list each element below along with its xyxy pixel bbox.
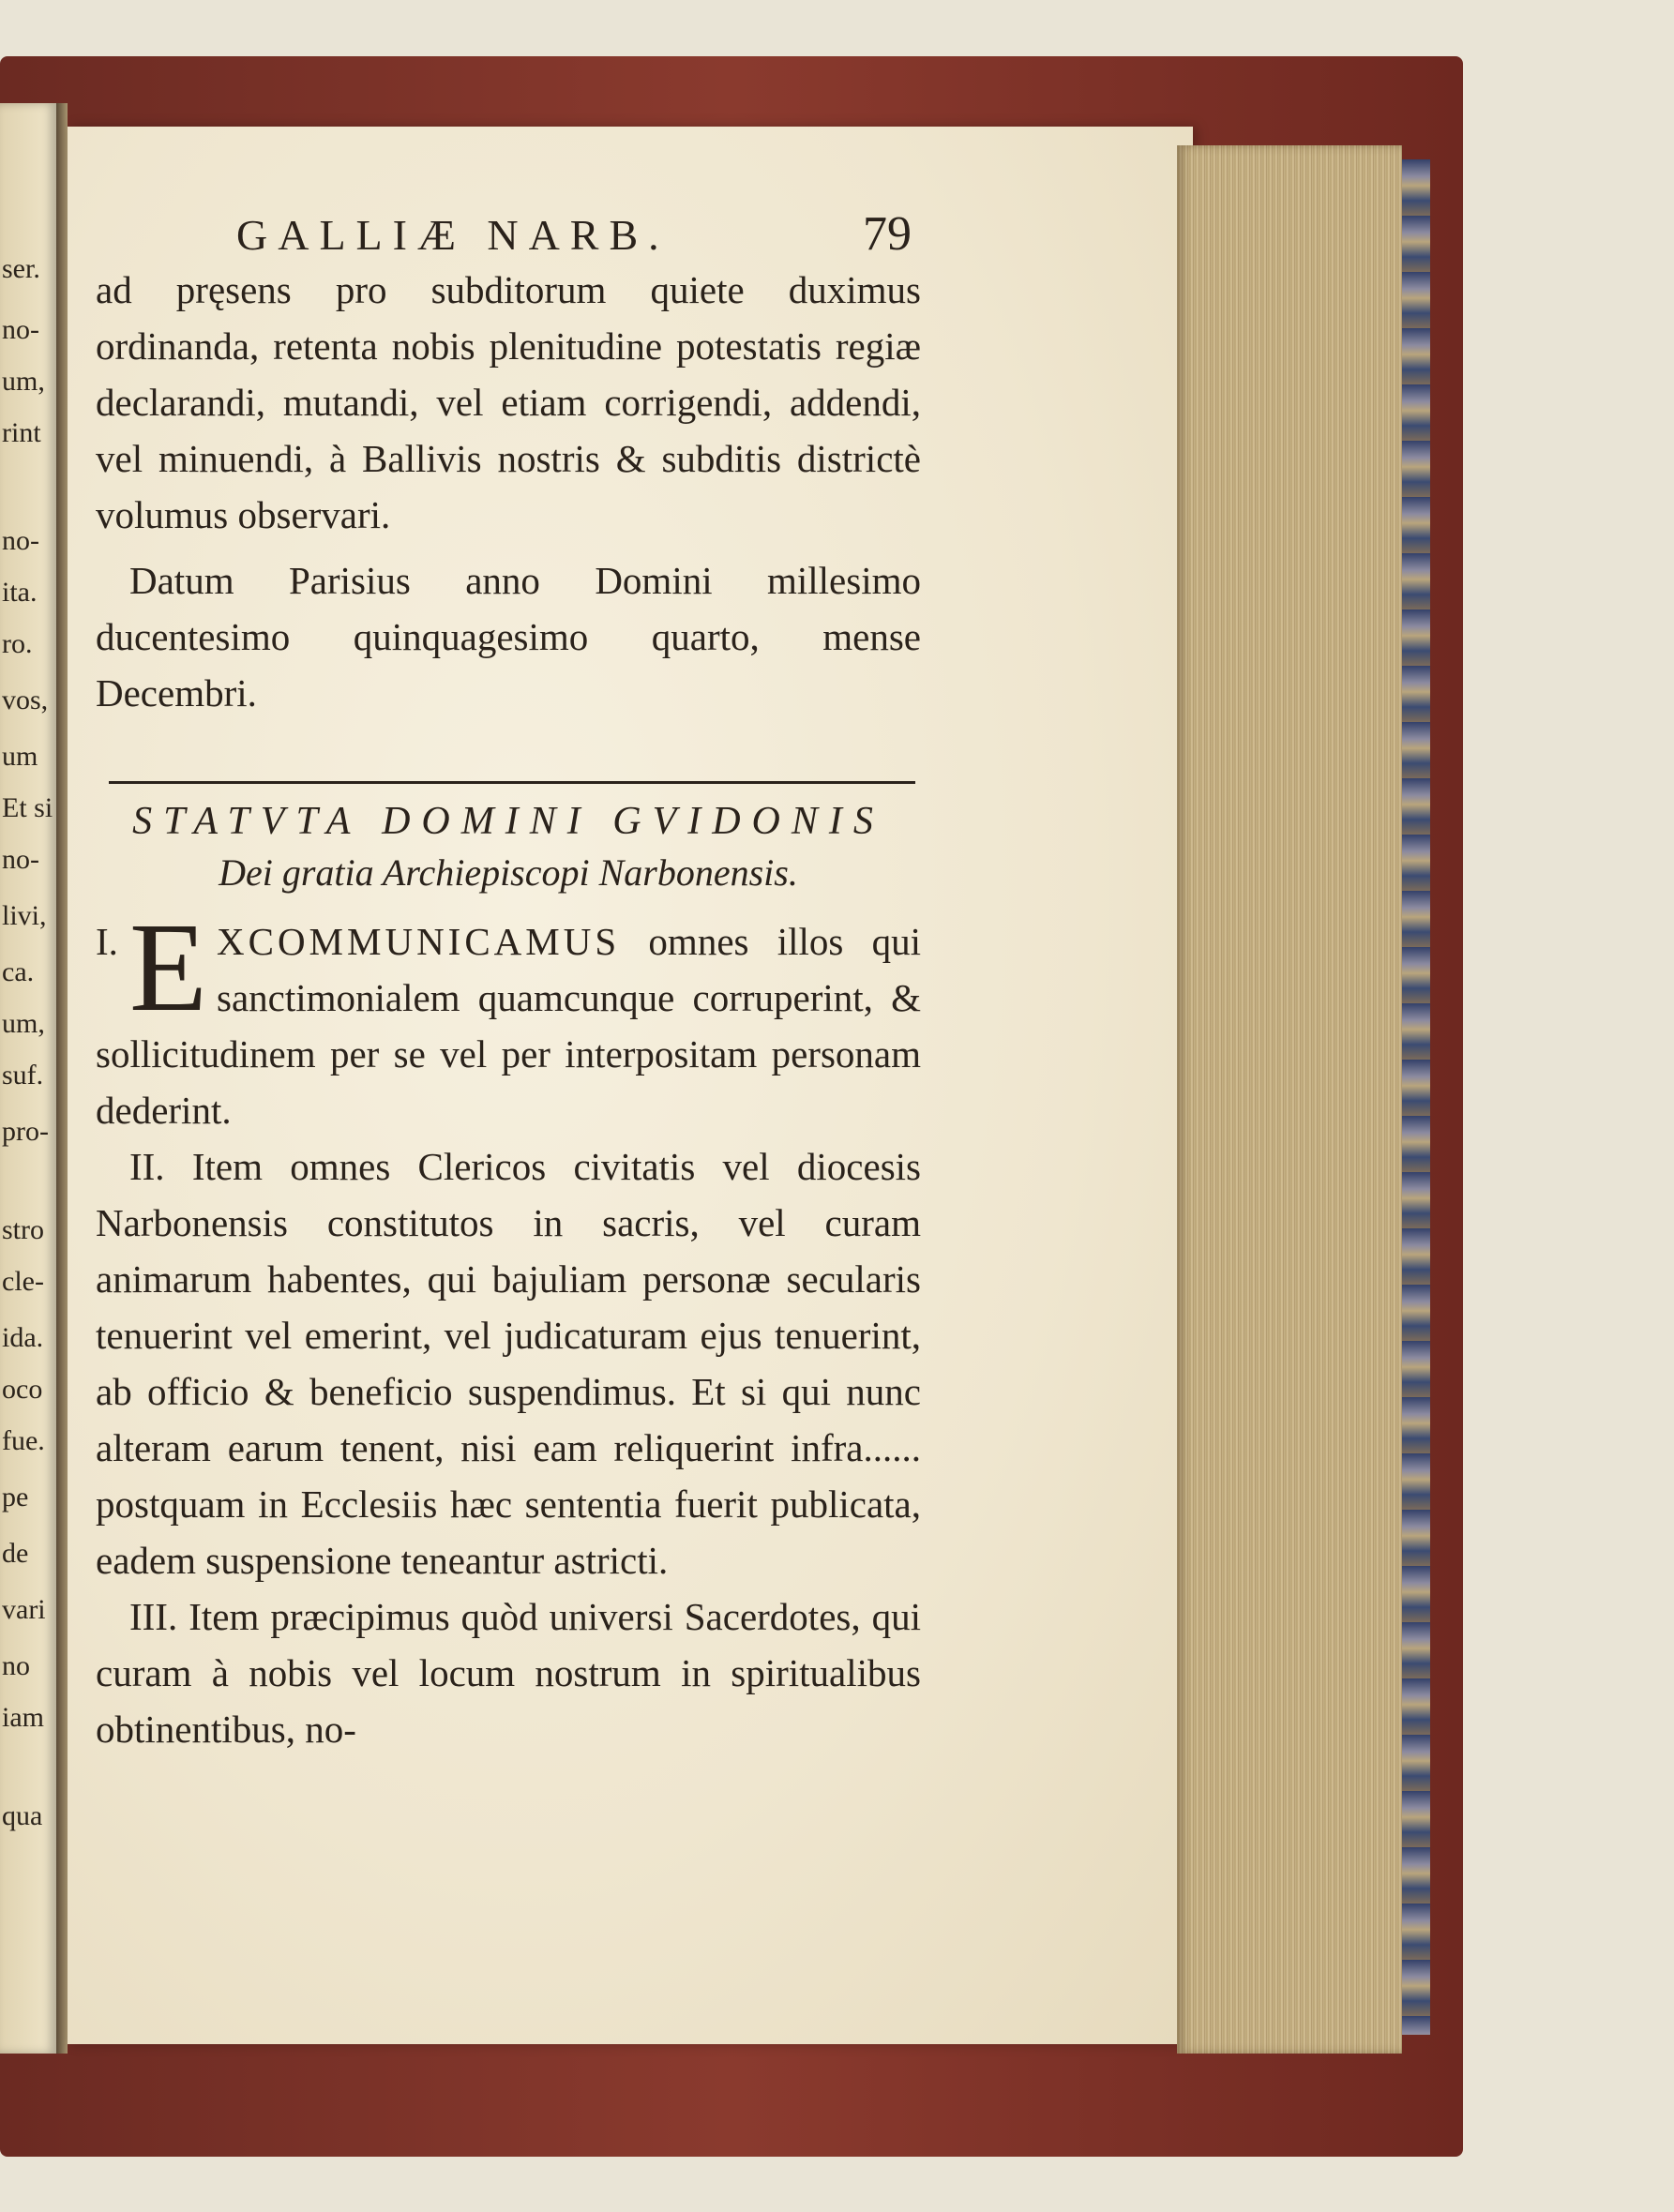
left-page-fragment: cle- (2, 1266, 44, 1297)
running-title: GALLIÆ NARB. (236, 211, 670, 259)
section-1-number: I. (96, 920, 118, 963)
left-page-fragment: rint (2, 417, 41, 448)
left-page-fragment: stro (2, 1214, 44, 1245)
left-page-fragment: livi, (2, 900, 47, 931)
left-page-fragment: iam (2, 1702, 44, 1733)
book-gutter (56, 103, 68, 2054)
section-divider (109, 781, 915, 784)
marbled-edge (1402, 159, 1430, 2035)
left-page (0, 103, 56, 2054)
left-page-fragment: um, (2, 366, 45, 397)
left-page-fragment: qua (2, 1800, 43, 1831)
left-page-fragment: ser. (2, 253, 40, 284)
opening-paragraph: ad pręsens pro subditorum quiete duximus ordinanda, retenta nobis plenitudine potestatis regiæ declarandi, mutandi, vel etiam corrigendi, addendi, vel minuendi, à Ballivis nostris & subditis districtè volumus observari. (96, 268, 921, 536)
page-text (96, 206, 921, 1757)
left-page-fragment: oco (2, 1374, 43, 1405)
left-page-fragment: pe (2, 1482, 29, 1512)
section-2: II. Item omnes Clericos civitatis vel diocesis Narbonensis constitutos in sacris, vel curam animarum habentes, qui bajuliam personæ secularis tenuerint vel emerint, vel judicaturam ejus tenuerint, ab officio & beneficio suspendimus. Et si qui nunc alteram earum tenent, nisi eam reliquerint infra...... postquam in Ecclesiis hæc sententia fuerit publicata, eadem suspensione teneantur astricti. (96, 1145, 921, 1582)
page-edges (1177, 145, 1402, 2054)
left-page-fragment: ida. (2, 1322, 44, 1353)
page-number: 79 (863, 207, 912, 261)
statute-subtitle: Dei gratia Archiepiscopi Narbonensis. (219, 851, 798, 894)
left-page-fragment: suf. (2, 1060, 44, 1091)
left-page-fragment: ca. (2, 956, 35, 987)
left-page-fragment: um, (2, 1008, 45, 1039)
left-page-fragment: Et si (2, 792, 53, 823)
drop-cap: E (128, 897, 207, 1038)
left-page-fragment: um (2, 741, 38, 772)
left-page-fragment: no- (2, 844, 39, 875)
running-header (236, 206, 912, 262)
statutes-body (96, 897, 921, 1757)
body-text (96, 262, 921, 721)
left-page-fragment: ita. (2, 577, 38, 608)
left-page-fragment: pro- (2, 1116, 49, 1147)
dating-paragraph: Datum Parisius anno Domini millesimo ducentesimo quinquagesimo quarto, mense Decembri. (96, 559, 921, 715)
section-1 (96, 897, 921, 1138)
left-page-fragment: ro. (2, 628, 33, 659)
section-1-lead-word: XCOMMUNICAMUS (216, 920, 621, 963)
left-page-fragment: no (2, 1650, 30, 1681)
left-page-fragment: vari (2, 1594, 46, 1625)
section-1-text: omnes illos qui sanctimonialem quamcunque corruperint, & sollicitudinem per se vel per interpositam personam dederint. (96, 920, 921, 1132)
left-page-fragment: vos, (2, 685, 49, 715)
left-page-fragment: de (2, 1538, 29, 1569)
left-page-fragment: fue. (2, 1425, 45, 1456)
statute-title: STATVTA DOMINI GVIDONIS (132, 800, 884, 843)
left-page-fragment: no- (2, 525, 39, 556)
left-page-fragment: no- (2, 314, 39, 345)
section-3: III. Item præcipimus quòd universi Sacerdotes, qui curam à nobis vel locum nostrum in spiritualibus obtinentibus, no- (96, 1595, 921, 1751)
